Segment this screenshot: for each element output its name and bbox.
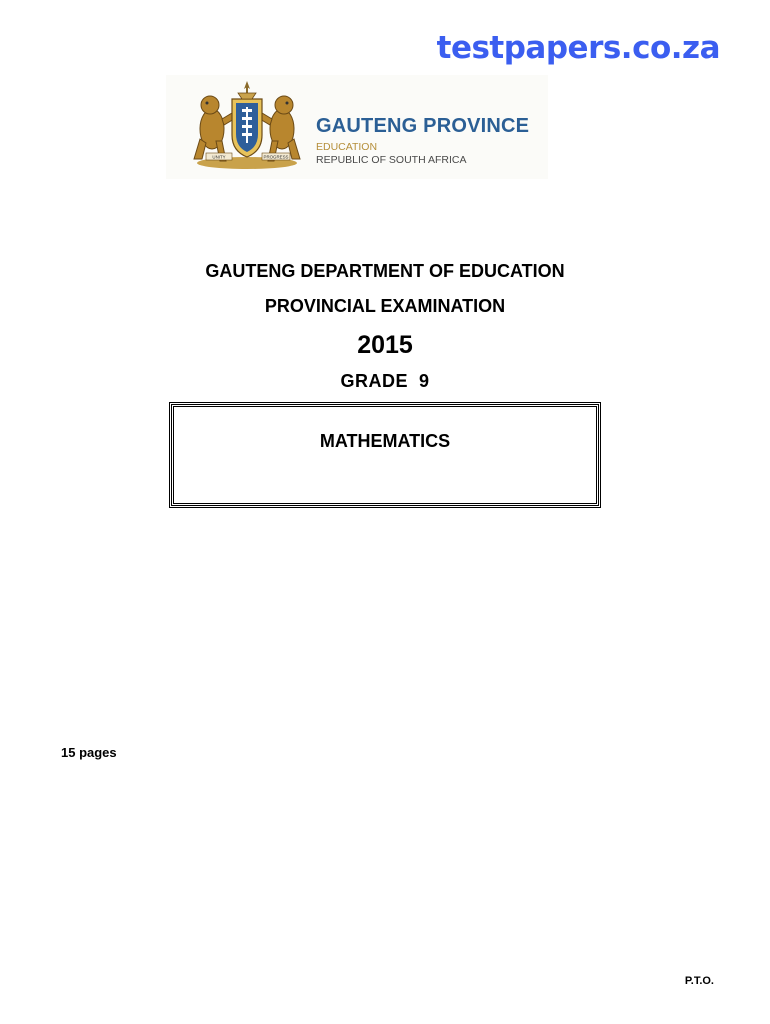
logo-education: EDUCATION (316, 141, 378, 153)
exam-heading: PROVINCIAL EXAMINATION (264, 296, 506, 316)
logo-title: GAUTENG PROVINCE (316, 115, 530, 137)
gauteng-logo (166, 75, 548, 179)
subject-title: MATHEMATICS (319, 431, 451, 451)
logo-text (316, 115, 529, 167)
subject-box (171, 404, 599, 506)
motto-left: UNITY (212, 154, 226, 160)
watermark-text: testpapers.co.za (436, 30, 720, 66)
exam-year: 2015 (357, 331, 413, 359)
logo-republic: REPUBLIC OF SOUTH AFRICA (316, 154, 467, 166)
coat-of-arms-icon (182, 79, 312, 175)
grade-heading: GRADE 9 (340, 371, 430, 391)
please-turn-over: P.T.O. (684, 975, 714, 987)
page-count: 15 pages (61, 745, 117, 760)
department-heading: GAUTENG DEPARTMENT OF EDUCATION (205, 261, 565, 281)
motto-right: PROGRESS (263, 154, 289, 160)
